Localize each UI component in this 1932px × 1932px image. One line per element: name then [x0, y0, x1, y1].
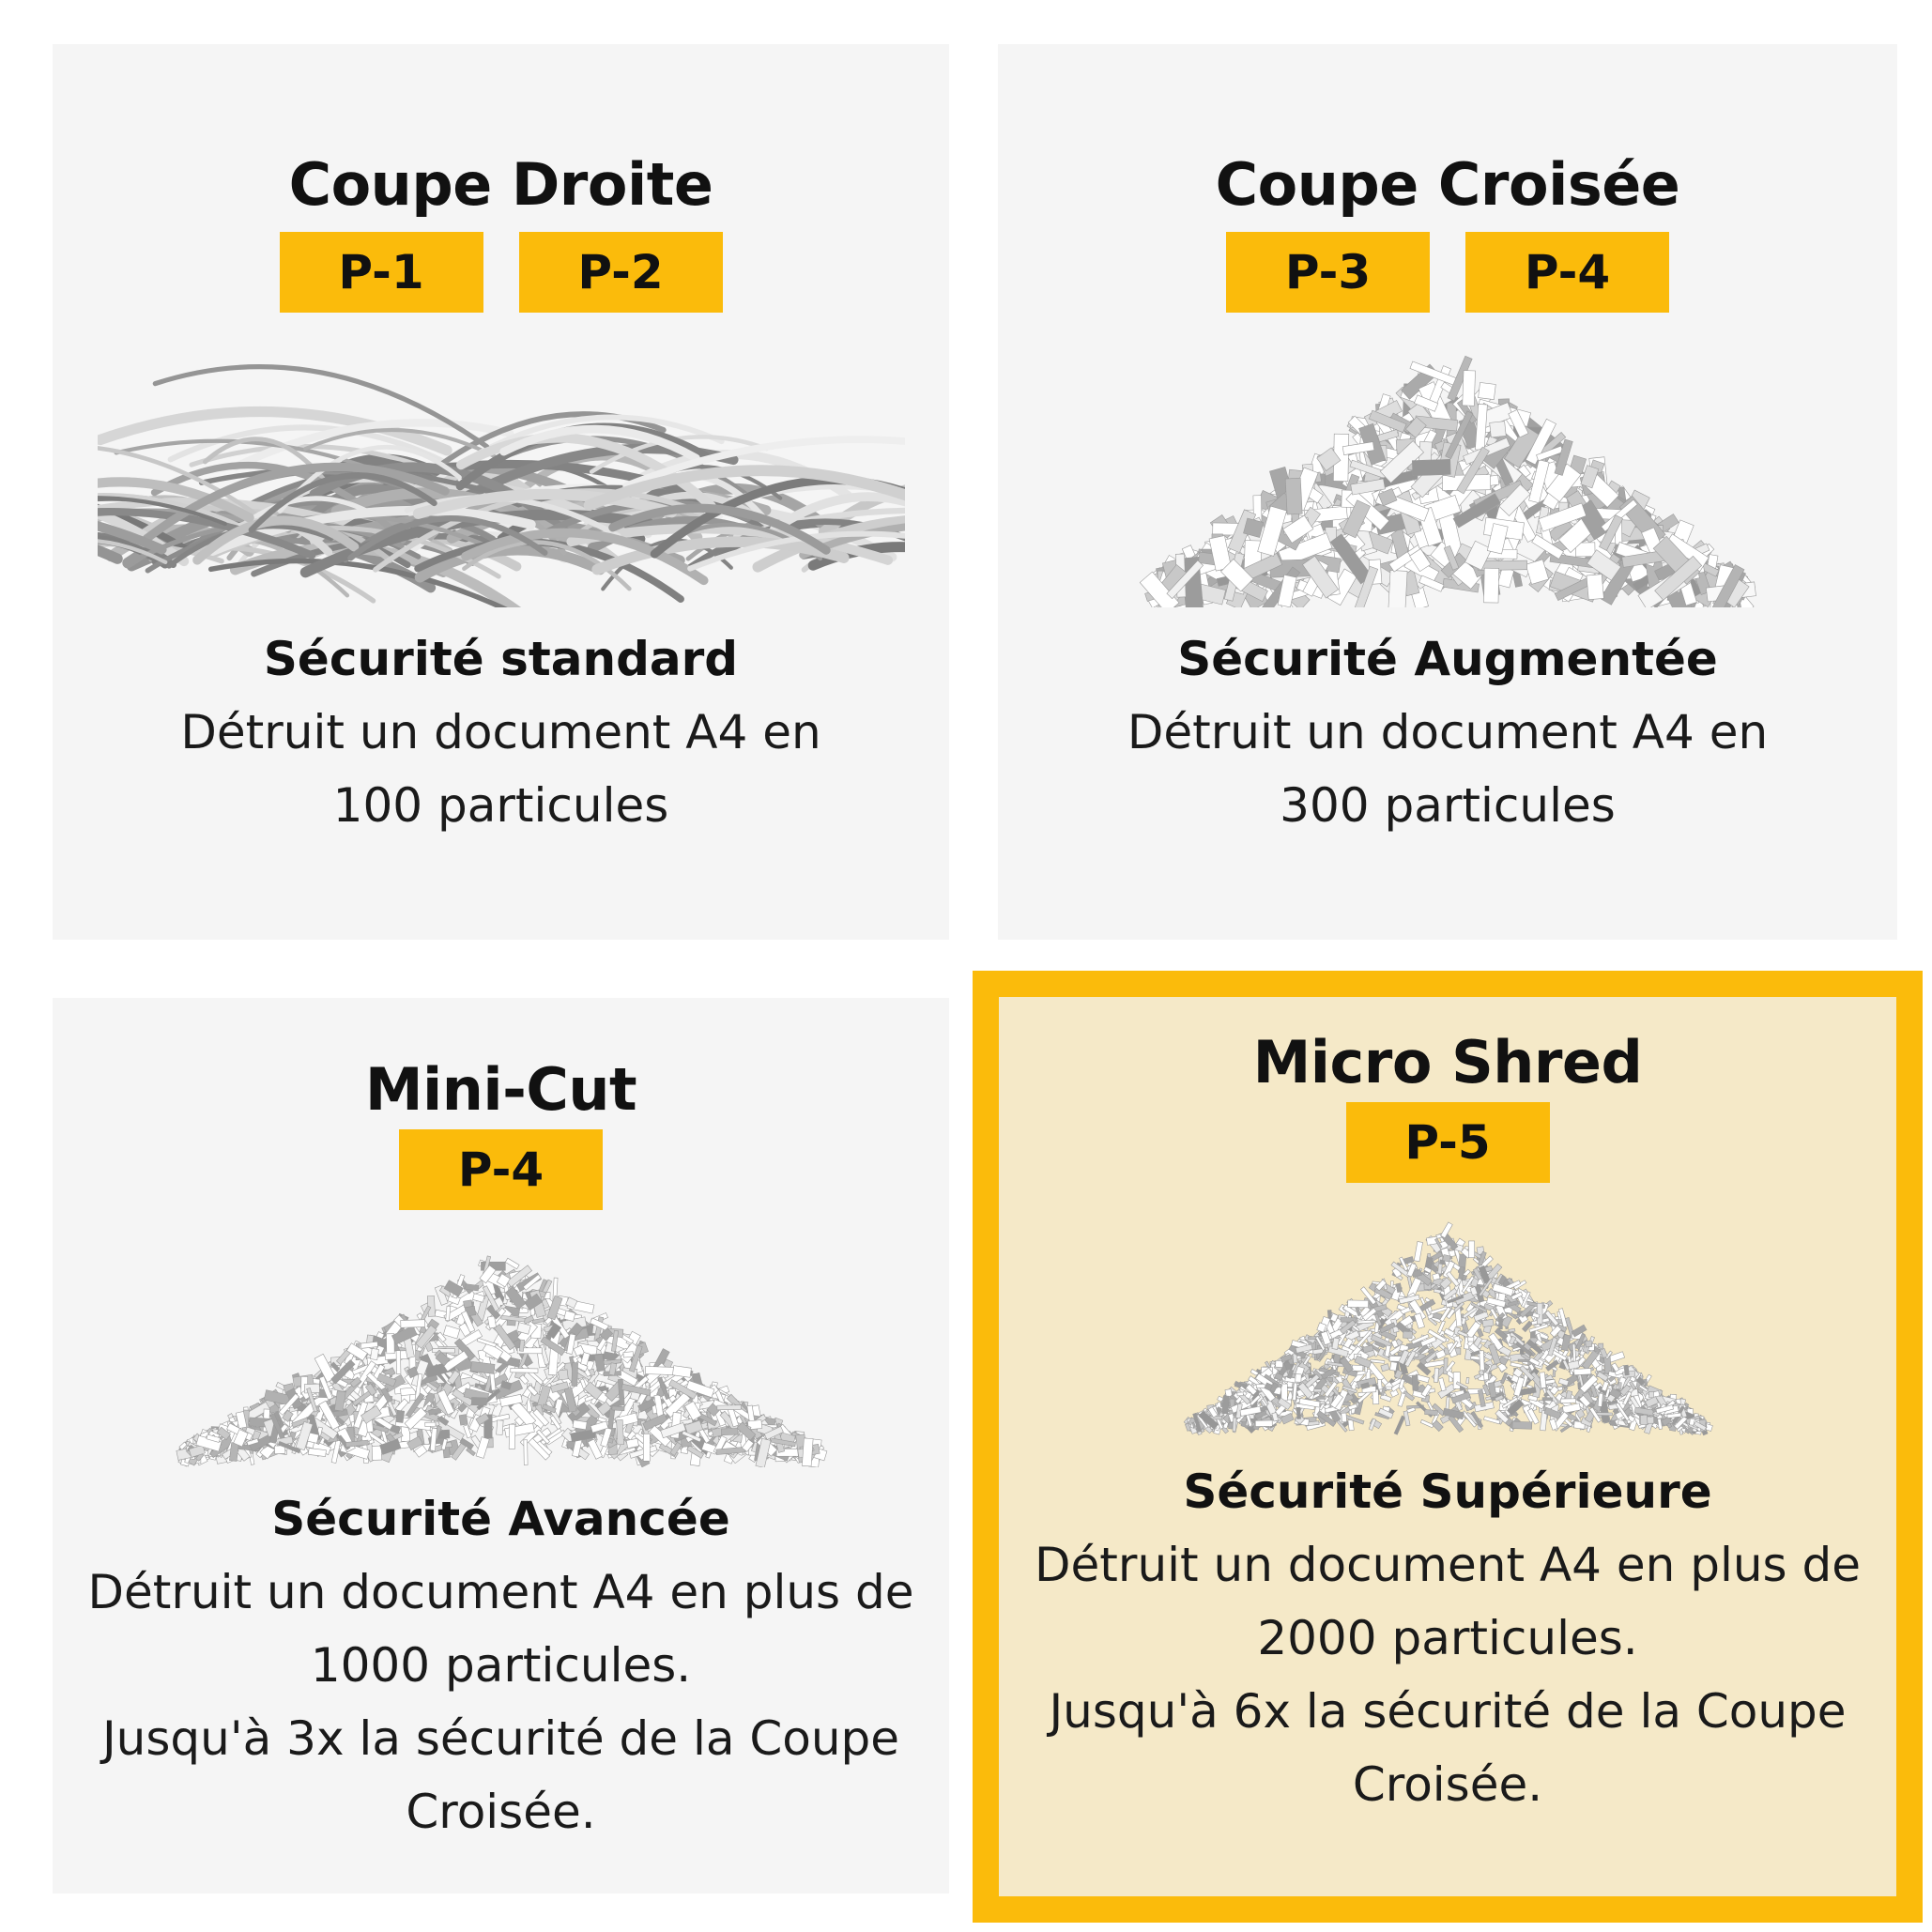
shred-card-cross-cut	[998, 44, 1897, 940]
security-level-badges	[1226, 232, 1669, 313]
security-level-badges	[399, 1129, 603, 1210]
security-description: Détruit un document A4 en plus de 2000 particules. Jusqu'à 6x la sécurité de la Coupe Croisée.	[1035, 1538, 1861, 1812]
security-description: Détruit un document A4 en 100 particules	[180, 705, 821, 833]
card-title: Micro Shred	[1252, 1028, 1643, 1096]
shred-card-micro-shred	[973, 971, 1923, 1923]
security-level-badge: P-2	[519, 232, 723, 313]
card-title: Mini-Cut	[364, 1055, 637, 1124]
security-level-badge: P-5	[1346, 1102, 1550, 1183]
micro-shred-paper-pile-image	[1157, 1205, 1739, 1440]
shred-card-mini-cut	[53, 998, 949, 1894]
security-level-badge: P-4	[1465, 232, 1669, 313]
shred-card-straight-cut	[53, 44, 949, 940]
security-level-badges	[1346, 1102, 1550, 1183]
security-description: Détruit un document A4 en plus de 1000 particules. Jusqu'à 3x la sécurité de la Coupe Croisée.	[87, 1565, 914, 1839]
cross-cut-paper-pile-image	[1119, 335, 1776, 607]
security-headline: Sécurité standard	[263, 632, 739, 686]
security-level-badge: P-4	[399, 1129, 603, 1210]
security-level-badge: P-1	[280, 232, 483, 313]
security-headline: Sécurité Avancée	[271, 1492, 730, 1546]
security-level-badges	[280, 232, 723, 313]
security-headline: Sécurité Supérieure	[1183, 1464, 1712, 1519]
card-title: Coupe Droite	[288, 150, 713, 219]
security-level-badge: P-3	[1226, 232, 1430, 313]
card-title: Coupe Croisée	[1215, 150, 1680, 219]
security-description: Détruit un document A4 en 300 particules	[1127, 705, 1769, 833]
security-headline: Sécurité Augmentée	[1177, 632, 1718, 686]
paper-strips-pile-image	[98, 335, 905, 607]
mini-cut-paper-pile-image	[145, 1233, 858, 1467]
